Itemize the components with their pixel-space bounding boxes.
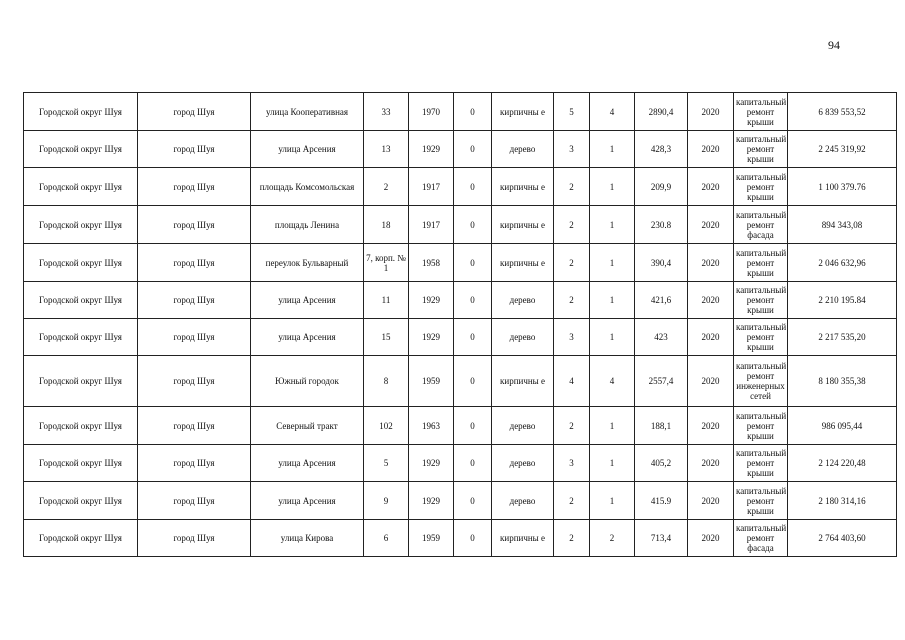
table-row — [24, 319, 897, 356]
cell-house-number: 9 — [364, 482, 409, 520]
cell-house-number: 13 — [364, 131, 409, 168]
cell-year-planned: 2020 — [688, 206, 734, 244]
table-row — [24, 131, 897, 168]
cell-floors: 2 — [554, 482, 590, 520]
cell-year-planned: 2020 — [688, 282, 734, 319]
cell-year-planned: 2020 — [688, 319, 734, 356]
cell-entrances: 1 — [590, 482, 635, 520]
cell-street: площадь Комсомольская — [251, 168, 364, 206]
cell-area: 2557,4 — [635, 356, 688, 407]
cell-house-number: 8 — [364, 356, 409, 407]
cell-entrances: 1 — [590, 319, 635, 356]
table-row — [24, 445, 897, 482]
cell-floors: 2 — [554, 282, 590, 319]
cell-year-built: 1929 — [409, 131, 454, 168]
cell-year-planned: 2020 — [688, 168, 734, 206]
cell-municipality: Городской округ Шуя — [24, 168, 138, 206]
cell-year-built: 1959 — [409, 520, 454, 557]
cell-floors: 5 — [554, 93, 590, 131]
cell-floors: 2 — [554, 520, 590, 557]
cell-municipality: Городской округ Шуя — [24, 131, 138, 168]
cell-street: улица Арсения — [251, 482, 364, 520]
cell-street: улица Арсения — [251, 131, 364, 168]
cell-year-commissioned: 0 — [454, 319, 492, 356]
cell-work-type: капитальный ремонт крыши — [734, 244, 788, 282]
cell-house-number: 5 — [364, 445, 409, 482]
cell-wall-material: дерево — [492, 445, 554, 482]
cell-area: 713,4 — [635, 520, 688, 557]
cell-area: 230.8 — [635, 206, 688, 244]
table-row — [24, 244, 897, 282]
cell-entrances: 1 — [590, 131, 635, 168]
cell-entrances: 1 — [590, 282, 635, 319]
cell-cost: 1 100 379.76 — [788, 168, 897, 206]
cell-house-number: 18 — [364, 206, 409, 244]
table-row — [24, 482, 897, 520]
cell-street: улица Кирова — [251, 520, 364, 557]
cell-year-commissioned: 0 — [454, 168, 492, 206]
cell-wall-material: кирпичны е — [492, 93, 554, 131]
table-row — [24, 356, 897, 407]
cell-area: 421,6 — [635, 282, 688, 319]
cell-cost: 2 245 319,92 — [788, 131, 897, 168]
cell-area: 209,9 — [635, 168, 688, 206]
cell-year-commissioned: 0 — [454, 131, 492, 168]
cell-floors: 3 — [554, 445, 590, 482]
cell-wall-material: дерево — [492, 131, 554, 168]
table-row — [24, 407, 897, 445]
cell-year-built: 1963 — [409, 407, 454, 445]
cell-year-planned: 2020 — [688, 131, 734, 168]
cell-year-built: 1958 — [409, 244, 454, 282]
cell-work-type: капитальный ремонт крыши — [734, 407, 788, 445]
cell-settlement: город Шуя — [138, 168, 251, 206]
cell-wall-material: дерево — [492, 407, 554, 445]
cell-year-commissioned: 0 — [454, 407, 492, 445]
cell-wall-material: дерево — [492, 282, 554, 319]
cell-work-type: капитальный ремонт крыши — [734, 319, 788, 356]
cell-year-commissioned: 0 — [454, 356, 492, 407]
cell-municipality: Городской округ Шуя — [24, 445, 138, 482]
cell-year-planned: 2020 — [688, 93, 734, 131]
cell-house-number: 15 — [364, 319, 409, 356]
cell-cost: 894 343,08 — [788, 206, 897, 244]
cell-work-type: капитальный ремонт фасада — [734, 206, 788, 244]
cell-year-built: 1929 — [409, 282, 454, 319]
cell-entrances: 1 — [590, 168, 635, 206]
cell-wall-material: дерево — [492, 319, 554, 356]
cell-settlement: город Шуя — [138, 407, 251, 445]
cell-settlement: город Шуя — [138, 244, 251, 282]
cell-entrances: 2 — [590, 520, 635, 557]
cell-entrances: 1 — [590, 407, 635, 445]
cell-municipality: Городской округ Шуя — [24, 93, 138, 131]
table-body — [24, 93, 897, 557]
cell-municipality: Городской округ Шуя — [24, 319, 138, 356]
cell-year-planned: 2020 — [688, 407, 734, 445]
cell-entrances: 4 — [590, 93, 635, 131]
housing-repair-table — [23, 92, 897, 557]
cell-year-commissioned: 0 — [454, 482, 492, 520]
cell-house-number: 102 — [364, 407, 409, 445]
cell-street: Северный тракт — [251, 407, 364, 445]
cell-year-built: 1970 — [409, 93, 454, 131]
page-number: 94 — [828, 38, 840, 52]
cell-year-commissioned: 0 — [454, 282, 492, 319]
cell-work-type: капитальный ремонт крыши — [734, 168, 788, 206]
cell-floors: 2 — [554, 168, 590, 206]
cell-floors: 4 — [554, 356, 590, 407]
cell-year-commissioned: 0 — [454, 445, 492, 482]
cell-cost: 986 095,44 — [788, 407, 897, 445]
cell-area: 188,1 — [635, 407, 688, 445]
cell-floors: 3 — [554, 319, 590, 356]
table-row — [24, 93, 897, 131]
table-row — [24, 168, 897, 206]
cell-municipality: Городской округ Шуя — [24, 520, 138, 557]
cell-settlement: город Шуя — [138, 482, 251, 520]
cell-year-planned: 2020 — [688, 356, 734, 407]
cell-settlement: город Шуя — [138, 93, 251, 131]
cell-year-built: 1929 — [409, 445, 454, 482]
cell-municipality: Городской округ Шуя — [24, 282, 138, 319]
cell-settlement: город Шуя — [138, 356, 251, 407]
cell-work-type: капитальный ремонт фасада — [734, 520, 788, 557]
cell-area: 428,3 — [635, 131, 688, 168]
cell-street: переулок Бульварный — [251, 244, 364, 282]
table-row — [24, 282, 897, 319]
cell-street: улица Арсения — [251, 319, 364, 356]
cell-settlement: город Шуя — [138, 282, 251, 319]
cell-entrances: 4 — [590, 356, 635, 407]
cell-settlement: город Шуя — [138, 319, 251, 356]
cell-house-number: 11 — [364, 282, 409, 319]
cell-work-type: капитальный ремонт крыши — [734, 482, 788, 520]
cell-entrances: 1 — [590, 206, 635, 244]
cell-street: площадь Ленина — [251, 206, 364, 244]
cell-area: 405,2 — [635, 445, 688, 482]
cell-year-planned: 2020 — [688, 445, 734, 482]
cell-year-built: 1917 — [409, 168, 454, 206]
cell-cost: 6 839 553,52 — [788, 93, 897, 131]
cell-area: 423 — [635, 319, 688, 356]
cell-house-number: 7, корп. № 1 — [364, 244, 409, 282]
cell-municipality: Городской округ Шуя — [24, 407, 138, 445]
cell-entrances: 1 — [590, 445, 635, 482]
cell-cost: 2 210 195.84 — [788, 282, 897, 319]
cell-floors: 3 — [554, 131, 590, 168]
cell-year-built: 1917 — [409, 206, 454, 244]
cell-wall-material: кирпичны е — [492, 244, 554, 282]
cell-municipality: Городской округ Шуя — [24, 356, 138, 407]
cell-wall-material: кирпичны е — [492, 520, 554, 557]
cell-municipality: Городской округ Шуя — [24, 244, 138, 282]
cell-cost: 2 217 535,20 — [788, 319, 897, 356]
cell-street: Южный городок — [251, 356, 364, 407]
cell-work-type: капитальный ремонт крыши — [734, 131, 788, 168]
cell-work-type: капитальный ремонт крыши — [734, 93, 788, 131]
cell-area: 2890,4 — [635, 93, 688, 131]
cell-settlement: город Шуя — [138, 206, 251, 244]
cell-cost: 2 180 314,16 — [788, 482, 897, 520]
cell-cost: 8 180 355,38 — [788, 356, 897, 407]
cell-area: 415.9 — [635, 482, 688, 520]
cell-floors: 2 — [554, 244, 590, 282]
cell-entrances: 1 — [590, 244, 635, 282]
cell-settlement: город Шуя — [138, 131, 251, 168]
cell-street: улица Арсения — [251, 445, 364, 482]
cell-street: улица Кооперативная — [251, 93, 364, 131]
cell-wall-material: кирпичны е — [492, 168, 554, 206]
cell-cost: 2 124 220,48 — [788, 445, 897, 482]
cell-year-planned: 2020 — [688, 244, 734, 282]
cell-year-built: 1929 — [409, 319, 454, 356]
cell-area: 390,4 — [635, 244, 688, 282]
cell-year-commissioned: 0 — [454, 520, 492, 557]
cell-wall-material: кирпичны е — [492, 356, 554, 407]
cell-municipality: Городской округ Шуя — [24, 482, 138, 520]
cell-floors: 2 — [554, 206, 590, 244]
cell-wall-material: кирпичны е — [492, 206, 554, 244]
cell-house-number: 6 — [364, 520, 409, 557]
cell-year-built: 1959 — [409, 356, 454, 407]
cell-year-planned: 2020 — [688, 520, 734, 557]
cell-settlement: город Шуя — [138, 445, 251, 482]
cell-floors: 2 — [554, 407, 590, 445]
cell-street: улица Арсения — [251, 282, 364, 319]
cell-year-built: 1929 — [409, 482, 454, 520]
table-row — [24, 520, 897, 557]
cell-year-commissioned: 0 — [454, 93, 492, 131]
cell-cost: 2 046 632,96 — [788, 244, 897, 282]
cell-municipality: Городской округ Шуя — [24, 206, 138, 244]
cell-work-type: капитальный ремонт крыши — [734, 445, 788, 482]
cell-work-type: капитальный ремонт инженерных сетей — [734, 356, 788, 407]
cell-year-commissioned: 0 — [454, 244, 492, 282]
cell-cost: 2 764 403,60 — [788, 520, 897, 557]
table-row — [24, 206, 897, 244]
cell-work-type: капитальный ремонт крыши — [734, 282, 788, 319]
cell-wall-material: дерево — [492, 482, 554, 520]
cell-house-number: 33 — [364, 93, 409, 131]
cell-year-commissioned: 0 — [454, 206, 492, 244]
cell-year-planned: 2020 — [688, 482, 734, 520]
cell-house-number: 2 — [364, 168, 409, 206]
cell-settlement: город Шуя — [138, 520, 251, 557]
